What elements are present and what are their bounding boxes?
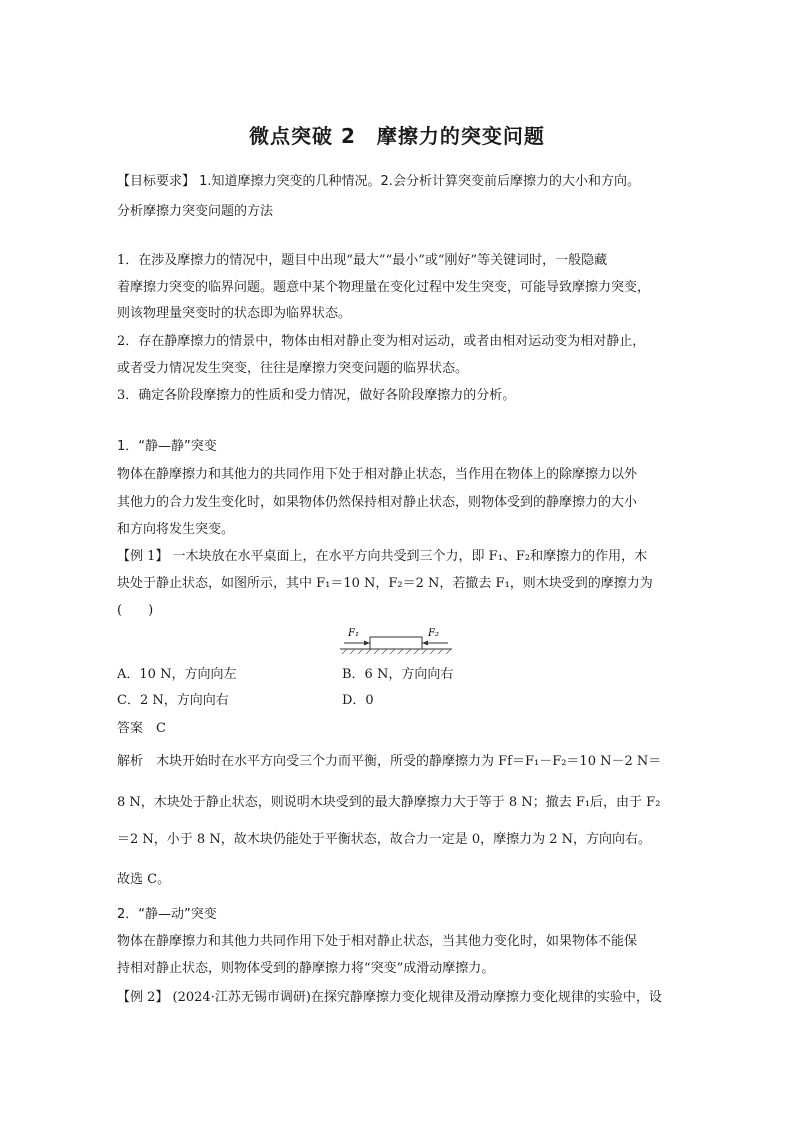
section-text-line: 物体在静摩擦力和其他力的共同作用下处于相对静止状态，当作用在物体上的除摩擦力以外	[117, 467, 638, 482]
option-b: B．6 N，方向向右	[342, 667, 454, 682]
objective-line-1: 【目标要求】 1.知道摩擦力突变的几种情况。2.会分析计算突变前后摩擦力的大小和方向。	[117, 174, 640, 189]
example-1-line: 【例 1】 一木块放在水平桌面上，在水平方向共受到三个力，即 F₁、F₂和摩擦力的作用，木	[117, 549, 648, 564]
method-text-line: 2．存在静摩擦力的情景中，物体由相对静止变为相对运动，或者由相对运动变为相对静止，	[117, 334, 646, 349]
option-a: A．10 N，方向向左	[117, 667, 237, 682]
section-heading-1: 1．“静—静”突变	[117, 439, 217, 454]
page-title: 微点突破 2 摩擦力的突变问题	[249, 124, 545, 148]
f2-label: F₂	[428, 628, 439, 639]
example-1-line: 块处于静止状态，如图所示，其中 F₁＝10 N，F₂＝2 N，若撤去 F₁，则木块受到的摩擦力为	[117, 576, 653, 591]
example-2-line: 【例 2】 (2024·江苏无锡市调研)在探究静摩擦力变化规律及滑动摩擦力变化规律的实验中，设	[117, 990, 662, 1005]
analysis-line: 8 N，木块处于静止状态，则说明木块受到的最大静摩擦力大于等于 8 N；撤去 F₁后，由于 F₂	[117, 795, 661, 810]
method-text-line: 着摩擦力突变的临界问题。题意中某个物理量在变化过程中发生突变，可能导致摩擦力突变，	[117, 280, 651, 295]
section-heading-2: 2．“静—动”突变	[117, 907, 217, 922]
method-text-line: 1．在涉及摩擦力的情况中，题目中出现“最大”“最小”或“刚好”等关键词时，一般隐藏	[117, 253, 608, 268]
section-text-line: 物体在静摩擦力和其他力共同作用下处于相对静止状态，当其他力变化时，如果物体不能保	[117, 934, 638, 949]
answer-line: 答案 C	[117, 721, 166, 736]
f1-label: F₁	[348, 628, 359, 639]
f2-arrowhead	[422, 641, 428, 646]
analysis-line: 解析 木块开始时在水平方向受三个力而平衡，所受的静摩擦力为 Ff＝F₁－F₂＝10 N－2 N＝	[117, 754, 662, 769]
f1-arrowhead	[364, 641, 370, 646]
option-c: C．2 N，方向向右	[117, 693, 229, 708]
method-text-line: 或者受力情况发生突变，往往是摩擦力突变问题的临界状态。	[117, 361, 469, 376]
analysis-line: ＝2 N，小于 8 N，故木块仍能处于平衡状态，故合力一定是 0，摩擦力为 2 N，方向向右。	[117, 832, 652, 847]
analysis-conclusion: 故选 C。	[117, 872, 171, 887]
method-text-line: 3．确定各阶段摩擦力的性质和受力情况，做好各阶段摩擦力的分析。	[117, 388, 516, 403]
example-1-bracket: ( )	[117, 603, 154, 618]
force-diagram	[340, 625, 456, 657]
wood-block	[370, 637, 422, 649]
table-hatch-marks	[342, 649, 451, 654]
option-d: D．0	[342, 693, 374, 708]
section-text-line: 持相对静止状态，则物体受到的静摩擦力将“突变”成滑动摩擦力。	[117, 961, 495, 976]
section-text-line: 和方向将发生突变。	[117, 522, 235, 537]
section-text-line: 其他力的合力发生变化时，如果物体仍然保持相对静止状态，则物体受到的静摩擦力的大小	[117, 495, 638, 510]
method-text-line: 则该物理量突变时的状态即为临界状态。	[117, 306, 352, 321]
objective-line-2: 分析摩擦力突变问题的方法	[117, 204, 274, 219]
